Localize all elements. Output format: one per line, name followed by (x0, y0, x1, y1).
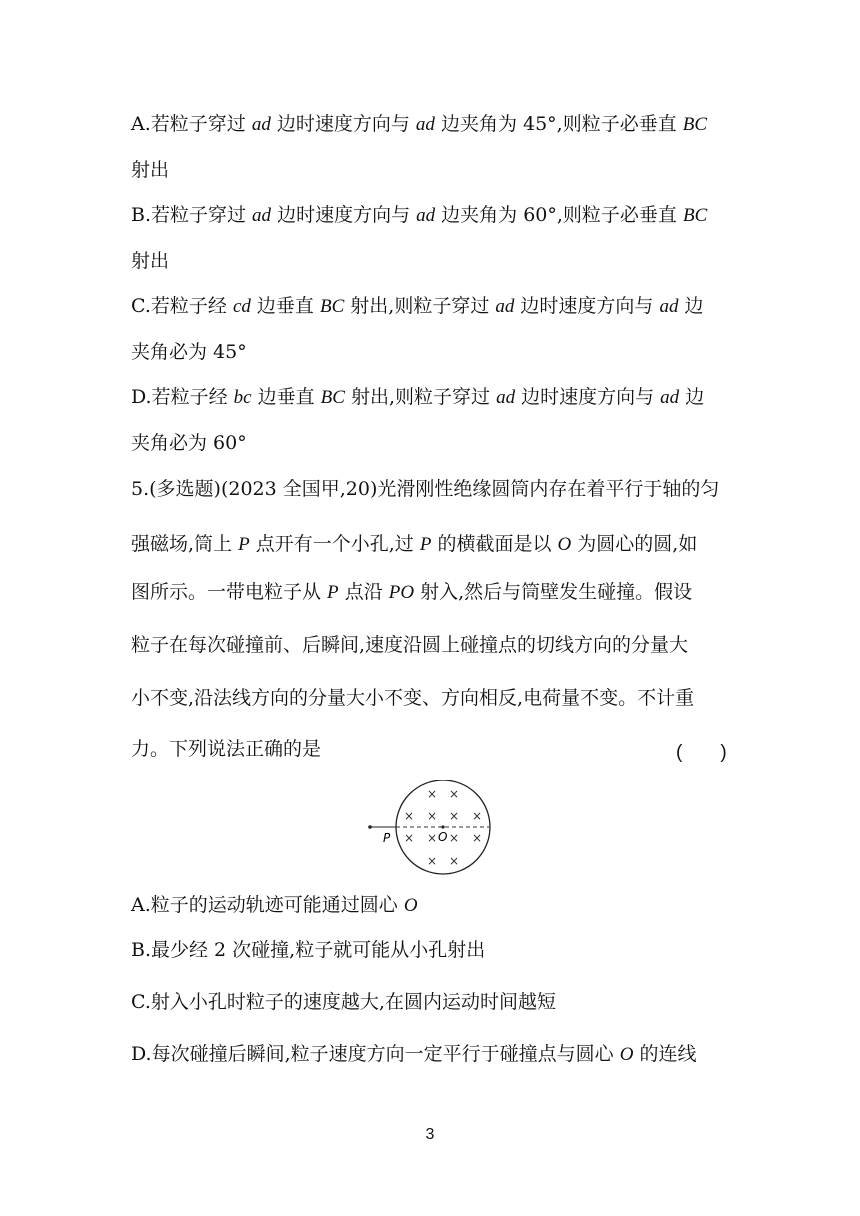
q5-option-d: D.每次碰撞后瞬间,粒子速度方向一定平行于碰撞点与圆心 O 的连线 (131, 1043, 697, 1065)
q5-stem-line-2: 强磁场,筒上 P 点开有一个小孔,过 P 的横截面是以 O 为圆心的圆,如 (131, 533, 698, 555)
cross-mark: × (448, 854, 460, 868)
cross-mark: × (426, 787, 438, 801)
entry-point-dot (368, 825, 372, 829)
q4-option-c: C.若粒子经 cd 边垂直 BC 射出,则粒子穿过 ad 边时速度方向与 ad 边 (131, 295, 704, 317)
q5-stem-line-1: 5.(多选题)(2023 全国甲,20)光滑刚性绝缘圆筒内存在着平行于轴的匀 (131, 478, 720, 500)
cross-mark: × (471, 831, 483, 845)
label-o: O (438, 830, 448, 844)
cross-mark: × (426, 809, 438, 823)
q4-option-c-cont: 夹角必为 45° (131, 341, 247, 363)
q5-stem-line-5: 小不变,沿法线方向的分量大小不变、方向相反,电荷量不变。不计重 (131, 687, 695, 709)
q4-option-d: D.若粒子经 bc 边垂直 BC 射出,则粒子穿过 ad 边时速度方向与 ad 边 (131, 386, 705, 408)
q5-stem-line-4: 粒子在每次碰撞前、后瞬间,速度沿圆上碰撞点的切线方向的分量大 (131, 634, 689, 656)
q5-option-b: B.最少经 2 次碰撞,粒子就可能从小孔射出 (131, 939, 486, 961)
cross-mark: × (426, 831, 438, 845)
q5-stem-line-3: 图所示。一带电粒子从 P 点沿 PO 射入,然后与筒壁发生碰撞。假设 (131, 581, 693, 603)
cross-mark: × (448, 787, 460, 801)
q4-option-b: B.若粒子穿过 ad 边时速度方向与 ad 边夹角为 60°,则粒子必垂直 BC (131, 204, 708, 226)
cross-mark: × (403, 809, 415, 823)
q5-option-a: A.粒子的运动轨迹可能通过圆心 O (131, 894, 418, 916)
q4-option-a-cont: 射出 (131, 159, 170, 181)
cross-mark: × (448, 831, 460, 845)
cross-mark: × (403, 831, 415, 845)
page-number: 3 (425, 1126, 435, 1143)
cross-mark: × (448, 809, 460, 823)
q5-option-c: C.射入小孔时粒子的速度越大,在圆内运动时间越短 (131, 991, 556, 1013)
magnetic-field-figure (360, 780, 500, 880)
cross-mark: × (426, 854, 438, 868)
q4-option-d-cont: 夹角必为 60° (131, 432, 247, 454)
cross-mark: × (471, 809, 483, 823)
answer-blank: ( ) (676, 742, 727, 763)
label-p: P (383, 831, 391, 845)
q5-stem-line-6: 力。下列说法正确的是 (131, 738, 322, 760)
center-dot (441, 825, 444, 828)
q4-option-a: A.若粒子穿过 ad 边时速度方向与 ad 边夹角为 45°,则粒子必垂直 BC (131, 113, 708, 135)
q4-option-b-cont: 射出 (131, 250, 170, 272)
